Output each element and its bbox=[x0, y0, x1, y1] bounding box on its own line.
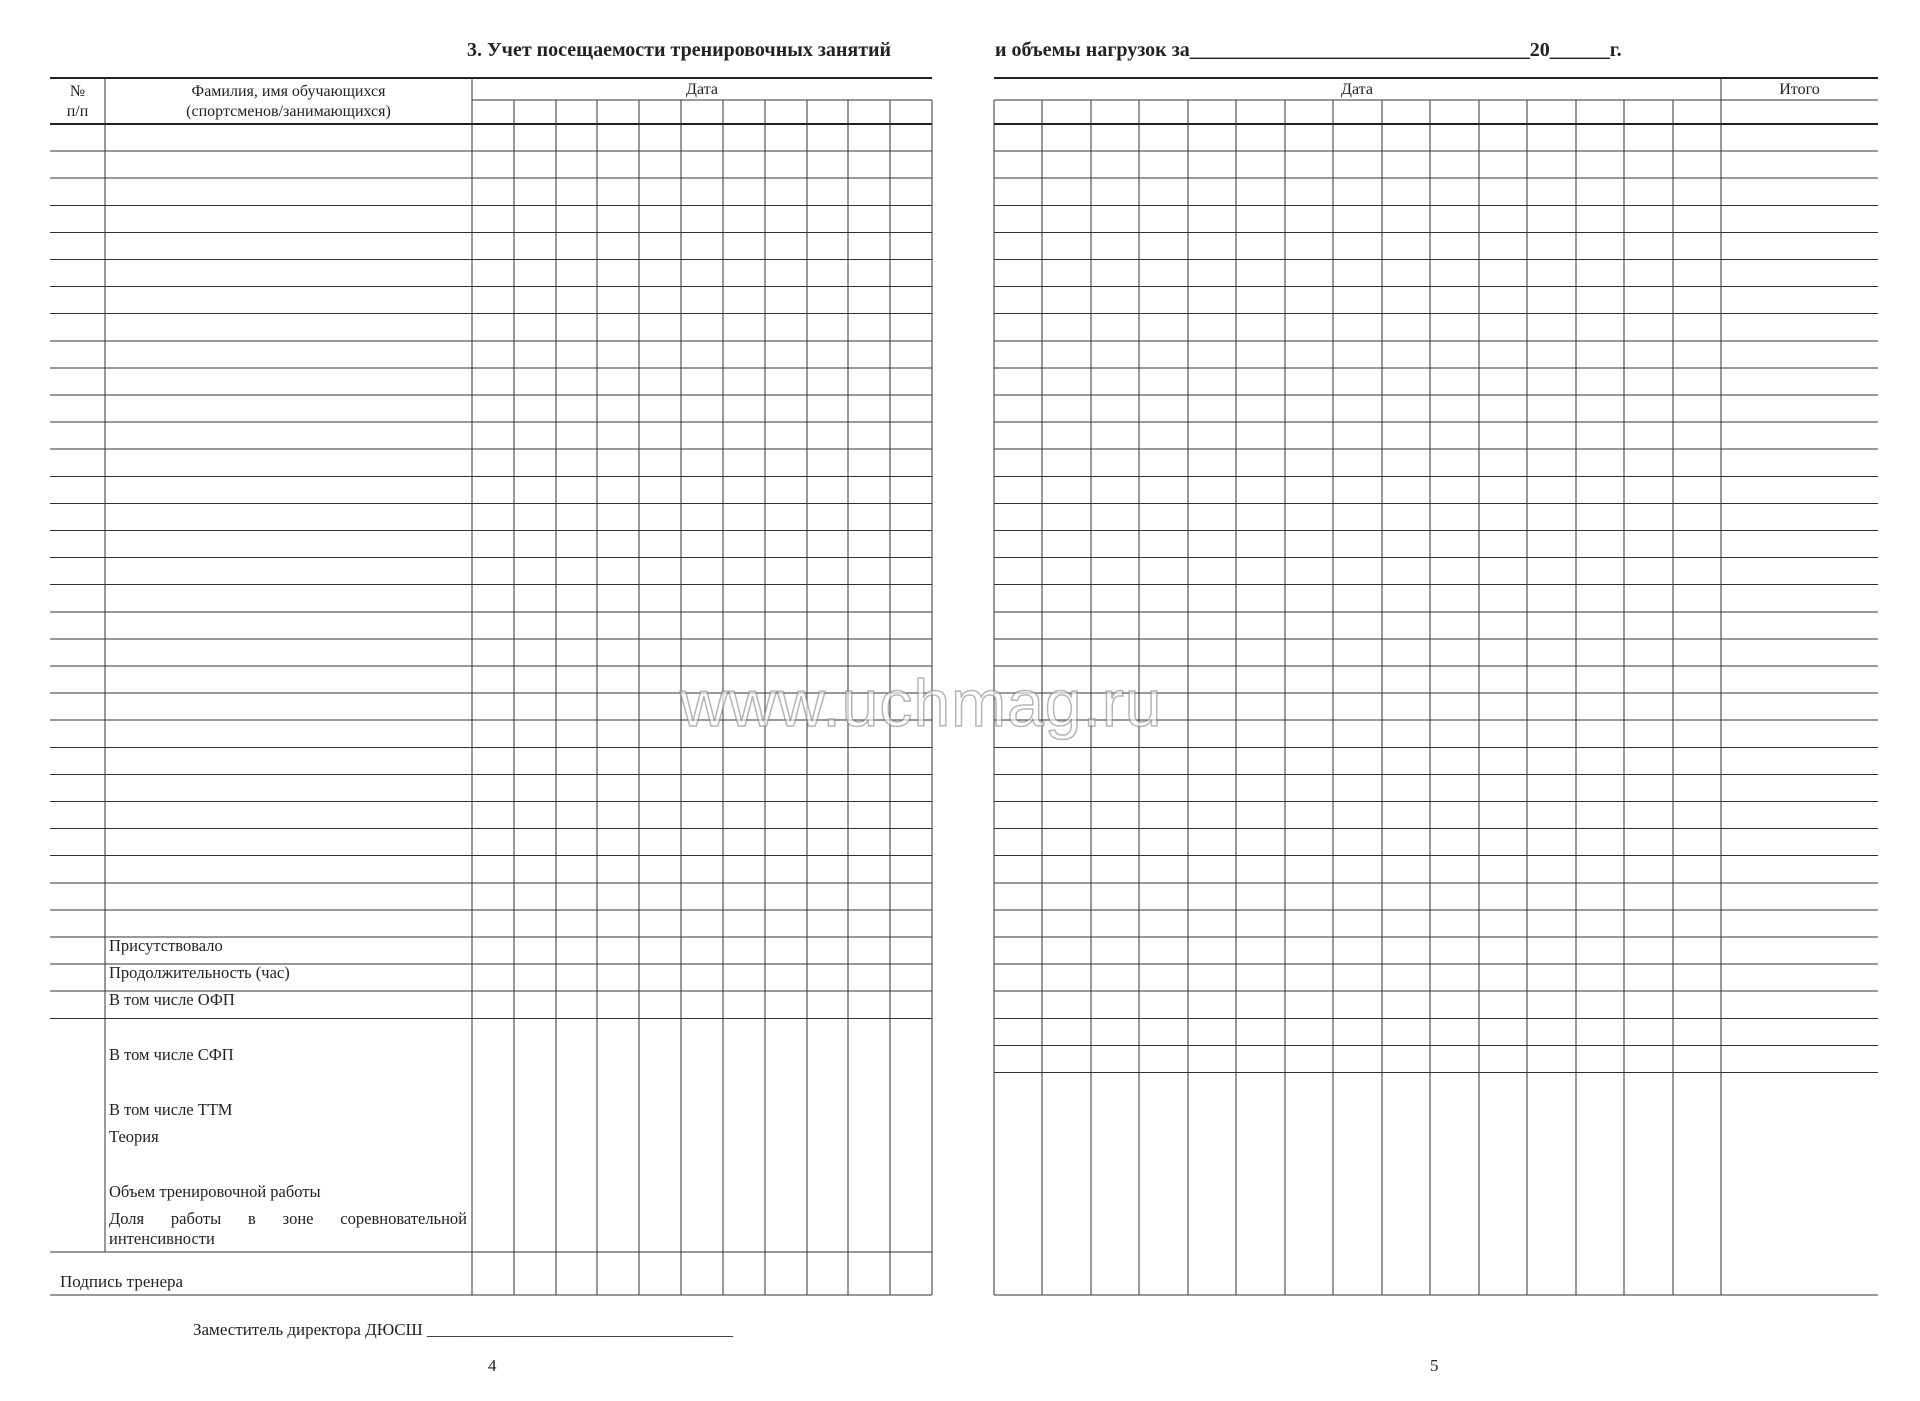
sfp-row-label: В том числе СФП bbox=[109, 1045, 234, 1064]
ofp-row-label: В том числе ОФП bbox=[109, 990, 235, 1009]
volume-row-label: Объем тренировочной работы bbox=[109, 1182, 321, 1201]
ttm-row-label: В том числе ТТМ bbox=[109, 1100, 233, 1119]
trainer-signature-label: Подпись тренера bbox=[60, 1272, 184, 1291]
right-page-title: и объемы нагрузок за__________________________________20______г. bbox=[995, 39, 1622, 61]
present-row-label: Присутствовало bbox=[109, 936, 223, 955]
total-column-header: Итого bbox=[1779, 81, 1820, 98]
deputy-director-signature-line: Заместитель директора ДЮСШ ____________________________________ bbox=[193, 1320, 733, 1339]
number-header-line2: п/п bbox=[66, 103, 89, 120]
theory-row-label: Теория bbox=[109, 1127, 159, 1146]
left-date-header: Дата bbox=[686, 81, 718, 98]
duration-row-label: Продолжительность (час) bbox=[109, 963, 290, 982]
number-header-line1: № bbox=[69, 83, 86, 100]
watermark: www.uchmag.ru bbox=[680, 666, 1163, 740]
share-row-label: Доля работы в зоне соревновательной интенсивности bbox=[109, 1209, 467, 1248]
name-header-line1: Фамилия, имя обучающихся bbox=[191, 83, 386, 100]
right-date-header: Дата bbox=[1341, 81, 1373, 98]
number-column-header bbox=[50, 82, 105, 122]
name-column-header bbox=[105, 82, 472, 122]
left-page-title: 3. Учет посещаемости тренировочных занятий bbox=[467, 39, 892, 61]
name-header-line2: (спортсменов/занимающихся) bbox=[186, 103, 391, 120]
left-page-number: 4 bbox=[488, 1356, 497, 1375]
right-page-number: 5 bbox=[1430, 1356, 1439, 1375]
